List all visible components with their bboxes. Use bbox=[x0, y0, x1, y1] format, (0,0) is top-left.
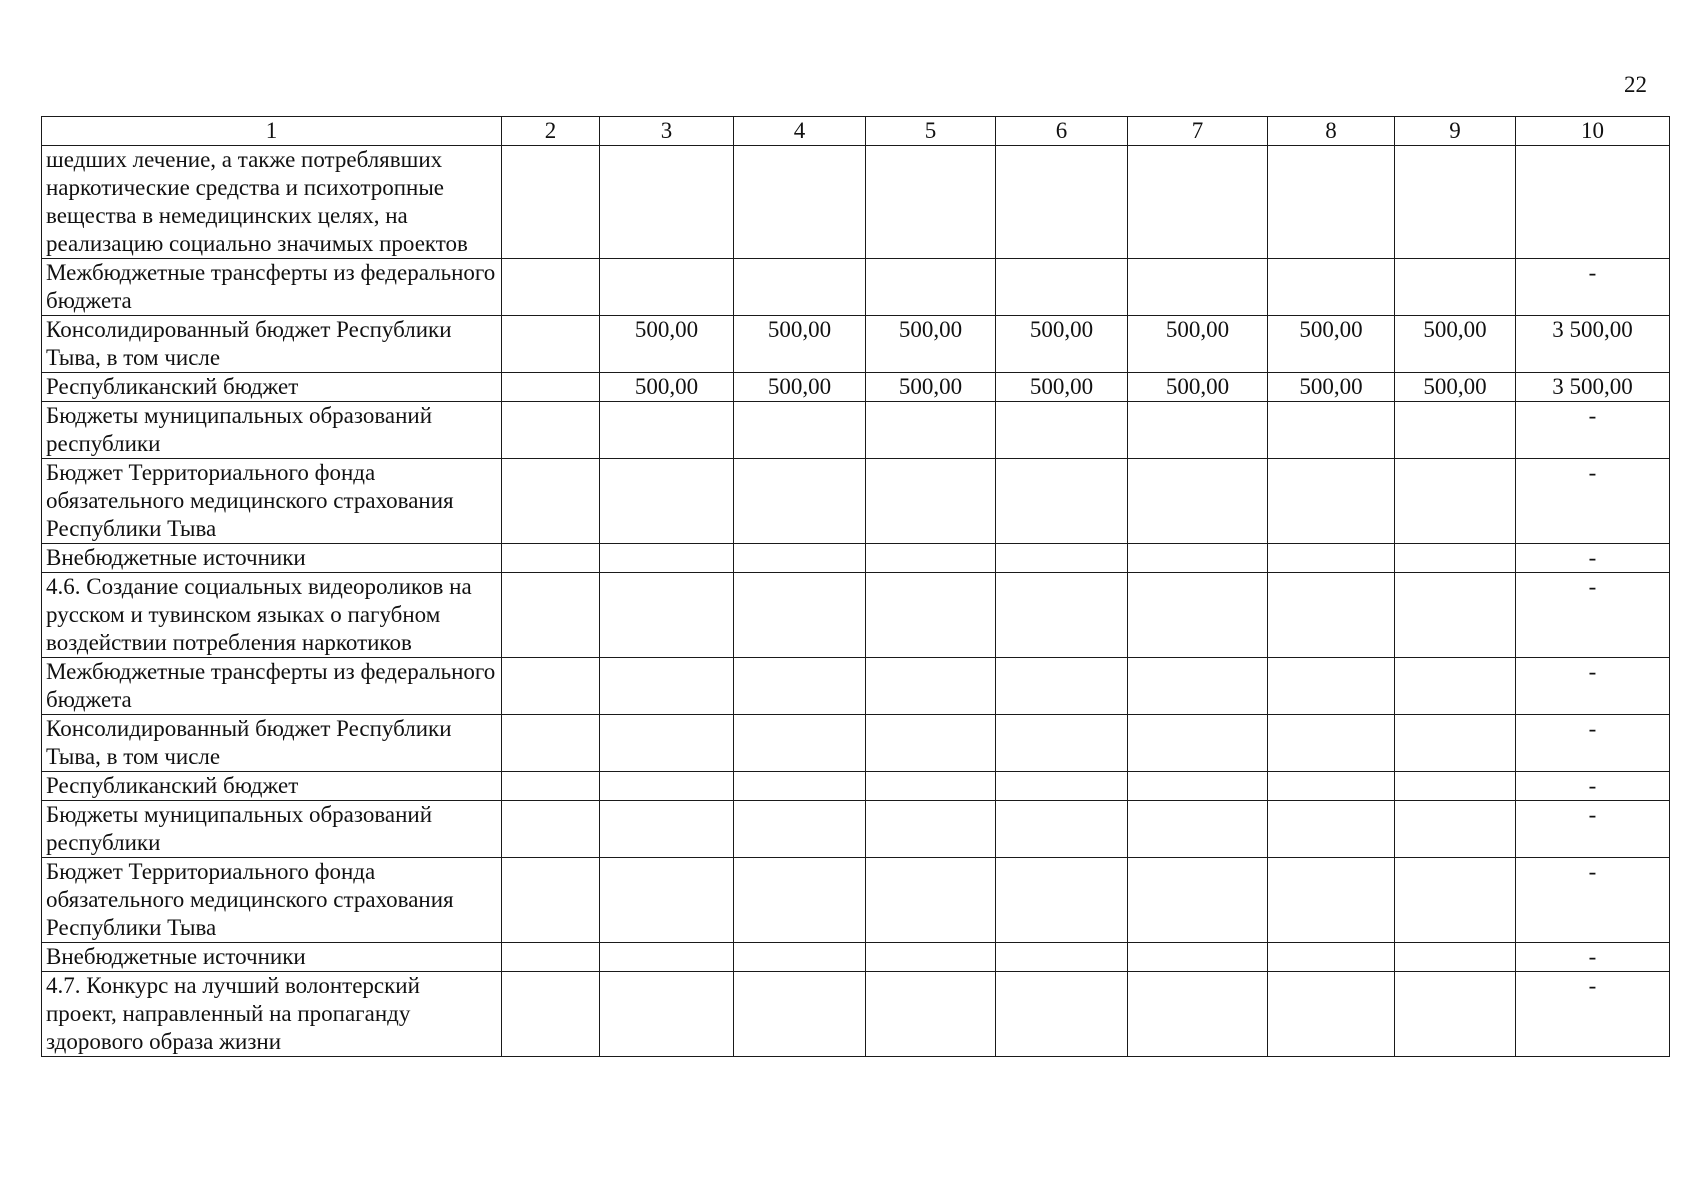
column-header: 10 bbox=[1516, 117, 1670, 146]
value-cell bbox=[866, 259, 996, 316]
value-cell bbox=[1128, 146, 1268, 259]
value-cell bbox=[1128, 801, 1268, 858]
table-row bbox=[42, 573, 1670, 658]
row-label: Бюджеты муниципальных образований республики bbox=[42, 801, 502, 858]
table-row bbox=[42, 972, 1670, 1057]
value-cell: 500,00 bbox=[1395, 316, 1516, 373]
value-cell bbox=[1268, 402, 1395, 459]
value-cell bbox=[1395, 801, 1516, 858]
column-header: 8 bbox=[1268, 117, 1395, 146]
value-cell bbox=[1128, 573, 1268, 658]
value-cell bbox=[600, 573, 734, 658]
table-row bbox=[42, 316, 1670, 373]
value-cell bbox=[1268, 573, 1395, 658]
value-cell: 3 500,00 bbox=[1516, 373, 1670, 402]
value-cell: 500,00 bbox=[734, 316, 866, 373]
column-header: 6 bbox=[996, 117, 1128, 146]
row-label: Бюджет Территориального фонда обязательного медицинского страхования Республики Тыва bbox=[42, 858, 502, 943]
value-cell bbox=[1516, 146, 1670, 259]
table-row bbox=[42, 772, 1670, 801]
value-cell: - bbox=[1516, 772, 1670, 801]
table-row bbox=[42, 459, 1670, 544]
value-cell: 500,00 bbox=[600, 373, 734, 402]
value-cell bbox=[734, 402, 866, 459]
column-header: 9 bbox=[1395, 117, 1516, 146]
value-cell bbox=[996, 259, 1128, 316]
value-cell: - bbox=[1516, 943, 1670, 972]
value-cell bbox=[734, 715, 866, 772]
column-header: 5 bbox=[866, 117, 996, 146]
value-cell: - bbox=[1516, 658, 1670, 715]
value-cell bbox=[502, 146, 600, 259]
row-label: Бюджеты муниципальных образований республики bbox=[42, 402, 502, 459]
value-cell bbox=[734, 259, 866, 316]
value-cell: - bbox=[1516, 259, 1670, 316]
value-cell bbox=[1395, 459, 1516, 544]
value-cell bbox=[600, 801, 734, 858]
value-cell bbox=[600, 943, 734, 972]
value-cell: - bbox=[1516, 459, 1670, 544]
value-cell bbox=[1395, 943, 1516, 972]
value-cell bbox=[1268, 459, 1395, 544]
value-cell bbox=[1395, 972, 1516, 1057]
value-cell: 3 500,00 bbox=[1516, 316, 1670, 373]
value-cell bbox=[502, 972, 600, 1057]
value-cell bbox=[1128, 402, 1268, 459]
row-label: Внебюджетные источники bbox=[42, 544, 502, 573]
value-cell bbox=[600, 658, 734, 715]
value-cell bbox=[600, 402, 734, 459]
row-label: Внебюджетные источники bbox=[42, 943, 502, 972]
value-cell: - bbox=[1516, 858, 1670, 943]
value-cell bbox=[1128, 658, 1268, 715]
value-cell bbox=[1395, 658, 1516, 715]
value-cell bbox=[1268, 858, 1395, 943]
table-row bbox=[42, 259, 1670, 316]
value-cell bbox=[1268, 146, 1395, 259]
value-cell bbox=[734, 858, 866, 943]
value-cell bbox=[502, 259, 600, 316]
value-cell bbox=[996, 459, 1128, 544]
value-cell: 500,00 bbox=[1268, 373, 1395, 402]
value-cell bbox=[734, 146, 866, 259]
value-cell: 500,00 bbox=[996, 373, 1128, 402]
value-cell bbox=[996, 658, 1128, 715]
value-cell bbox=[996, 544, 1128, 573]
value-cell bbox=[866, 972, 996, 1057]
value-cell: - bbox=[1516, 402, 1670, 459]
value-cell bbox=[996, 573, 1128, 658]
value-cell bbox=[1395, 573, 1516, 658]
value-cell: - bbox=[1516, 801, 1670, 858]
value-cell bbox=[1128, 715, 1268, 772]
row-label: шедших лечение, а также потреблявших наркотические средства и психотропные вещества в немедицинских целях, на реализацию социально значимых проектов bbox=[42, 146, 502, 259]
table-row bbox=[42, 373, 1670, 402]
column-header: 1 bbox=[42, 117, 502, 146]
value-cell bbox=[502, 373, 600, 402]
value-cell bbox=[600, 772, 734, 801]
value-cell bbox=[734, 772, 866, 801]
table-row bbox=[42, 544, 1670, 573]
value-cell bbox=[866, 402, 996, 459]
value-cell bbox=[866, 146, 996, 259]
value-cell bbox=[1128, 259, 1268, 316]
table-body bbox=[42, 146, 1670, 1057]
value-cell bbox=[1395, 146, 1516, 259]
value-cell bbox=[502, 573, 600, 658]
value-cell bbox=[502, 459, 600, 544]
value-cell: 500,00 bbox=[996, 316, 1128, 373]
value-cell: 500,00 bbox=[1128, 316, 1268, 373]
value-cell bbox=[1268, 715, 1395, 772]
value-cell bbox=[502, 801, 600, 858]
value-cell bbox=[502, 943, 600, 972]
table-row bbox=[42, 146, 1670, 259]
row-label: Межбюджетные трансферты из федерального бюджета bbox=[42, 658, 502, 715]
row-label: Бюджет Территориального фонда обязательного медицинского страхования Республики Тыва bbox=[42, 459, 502, 544]
row-label: 4.6. Создание социальных видеороликов на русском и тувинском языках о пагубном воздействии потребления наркотиков bbox=[42, 573, 502, 658]
value-cell bbox=[866, 715, 996, 772]
table-row bbox=[42, 715, 1670, 772]
table-row bbox=[42, 801, 1670, 858]
value-cell bbox=[866, 658, 996, 715]
column-header: 3 bbox=[600, 117, 734, 146]
value-cell bbox=[734, 544, 866, 573]
table-row bbox=[42, 943, 1670, 972]
value-cell: - bbox=[1516, 544, 1670, 573]
value-cell bbox=[502, 858, 600, 943]
value-cell bbox=[1268, 943, 1395, 972]
value-cell bbox=[1268, 972, 1395, 1057]
value-cell bbox=[502, 544, 600, 573]
value-cell bbox=[734, 573, 866, 658]
value-cell: - bbox=[1516, 573, 1670, 658]
table-header-row bbox=[42, 117, 1670, 146]
value-cell bbox=[1128, 772, 1268, 801]
row-label: Консолидированный бюджет Республики Тыва, в том числе bbox=[42, 316, 502, 373]
value-cell bbox=[502, 402, 600, 459]
value-cell bbox=[734, 658, 866, 715]
value-cell bbox=[600, 259, 734, 316]
value-cell bbox=[1268, 658, 1395, 715]
value-cell bbox=[600, 858, 734, 943]
value-cell bbox=[996, 801, 1128, 858]
value-cell bbox=[996, 715, 1128, 772]
value-cell bbox=[734, 972, 866, 1057]
value-cell bbox=[996, 972, 1128, 1057]
value-cell: 500,00 bbox=[866, 316, 996, 373]
value-cell: 500,00 bbox=[1128, 373, 1268, 402]
row-label: Республиканский бюджет bbox=[42, 373, 502, 402]
value-cell bbox=[866, 772, 996, 801]
value-cell bbox=[600, 459, 734, 544]
value-cell bbox=[1268, 801, 1395, 858]
value-cell bbox=[734, 943, 866, 972]
table-row bbox=[42, 658, 1670, 715]
column-header: 7 bbox=[1128, 117, 1268, 146]
value-cell bbox=[1395, 715, 1516, 772]
value-cell bbox=[996, 146, 1128, 259]
budget-table bbox=[41, 116, 1670, 1057]
value-cell: - bbox=[1516, 715, 1670, 772]
row-label: Межбюджетные трансферты из федерального бюджета bbox=[42, 259, 502, 316]
value-cell: 500,00 bbox=[734, 373, 866, 402]
value-cell bbox=[1268, 544, 1395, 573]
table-row bbox=[42, 402, 1670, 459]
value-cell bbox=[1268, 259, 1395, 316]
value-cell bbox=[502, 316, 600, 373]
value-cell bbox=[866, 858, 996, 943]
value-cell bbox=[1128, 972, 1268, 1057]
value-cell bbox=[866, 573, 996, 658]
value-cell bbox=[1395, 858, 1516, 943]
value-cell: 500,00 bbox=[1395, 373, 1516, 402]
value-cell bbox=[1128, 544, 1268, 573]
value-cell bbox=[1268, 772, 1395, 801]
value-cell bbox=[1395, 772, 1516, 801]
value-cell bbox=[866, 459, 996, 544]
column-header: 4 bbox=[734, 117, 866, 146]
value-cell bbox=[1128, 943, 1268, 972]
value-cell bbox=[1128, 459, 1268, 544]
value-cell bbox=[866, 801, 996, 858]
value-cell bbox=[600, 715, 734, 772]
value-cell bbox=[600, 972, 734, 1057]
value-cell: 500,00 bbox=[600, 316, 734, 373]
column-header: 2 bbox=[502, 117, 600, 146]
value-cell bbox=[1128, 858, 1268, 943]
value-cell bbox=[502, 772, 600, 801]
row-label: Консолидированный бюджет Республики Тыва, в том числе bbox=[42, 715, 502, 772]
value-cell bbox=[866, 943, 996, 972]
table-row bbox=[42, 858, 1670, 943]
value-cell bbox=[502, 715, 600, 772]
value-cell bbox=[1395, 259, 1516, 316]
value-cell bbox=[996, 772, 1128, 801]
row-label: Республиканский бюджет bbox=[42, 772, 502, 801]
value-cell: 500,00 bbox=[866, 373, 996, 402]
value-cell bbox=[1395, 402, 1516, 459]
value-cell bbox=[866, 544, 996, 573]
value-cell: 500,00 bbox=[1268, 316, 1395, 373]
value-cell bbox=[996, 858, 1128, 943]
value-cell bbox=[600, 544, 734, 573]
page-number: 22 bbox=[1624, 72, 1647, 97]
value-cell bbox=[734, 459, 866, 544]
value-cell bbox=[502, 658, 600, 715]
value-cell bbox=[996, 402, 1128, 459]
value-cell bbox=[1395, 544, 1516, 573]
value-cell: - bbox=[1516, 972, 1670, 1057]
value-cell bbox=[734, 801, 866, 858]
row-label: 4.7. Конкурс на лучший волонтерский проект, направленный на пропаганду здорового образа жизни bbox=[42, 972, 502, 1057]
value-cell bbox=[996, 943, 1128, 972]
value-cell bbox=[600, 146, 734, 259]
